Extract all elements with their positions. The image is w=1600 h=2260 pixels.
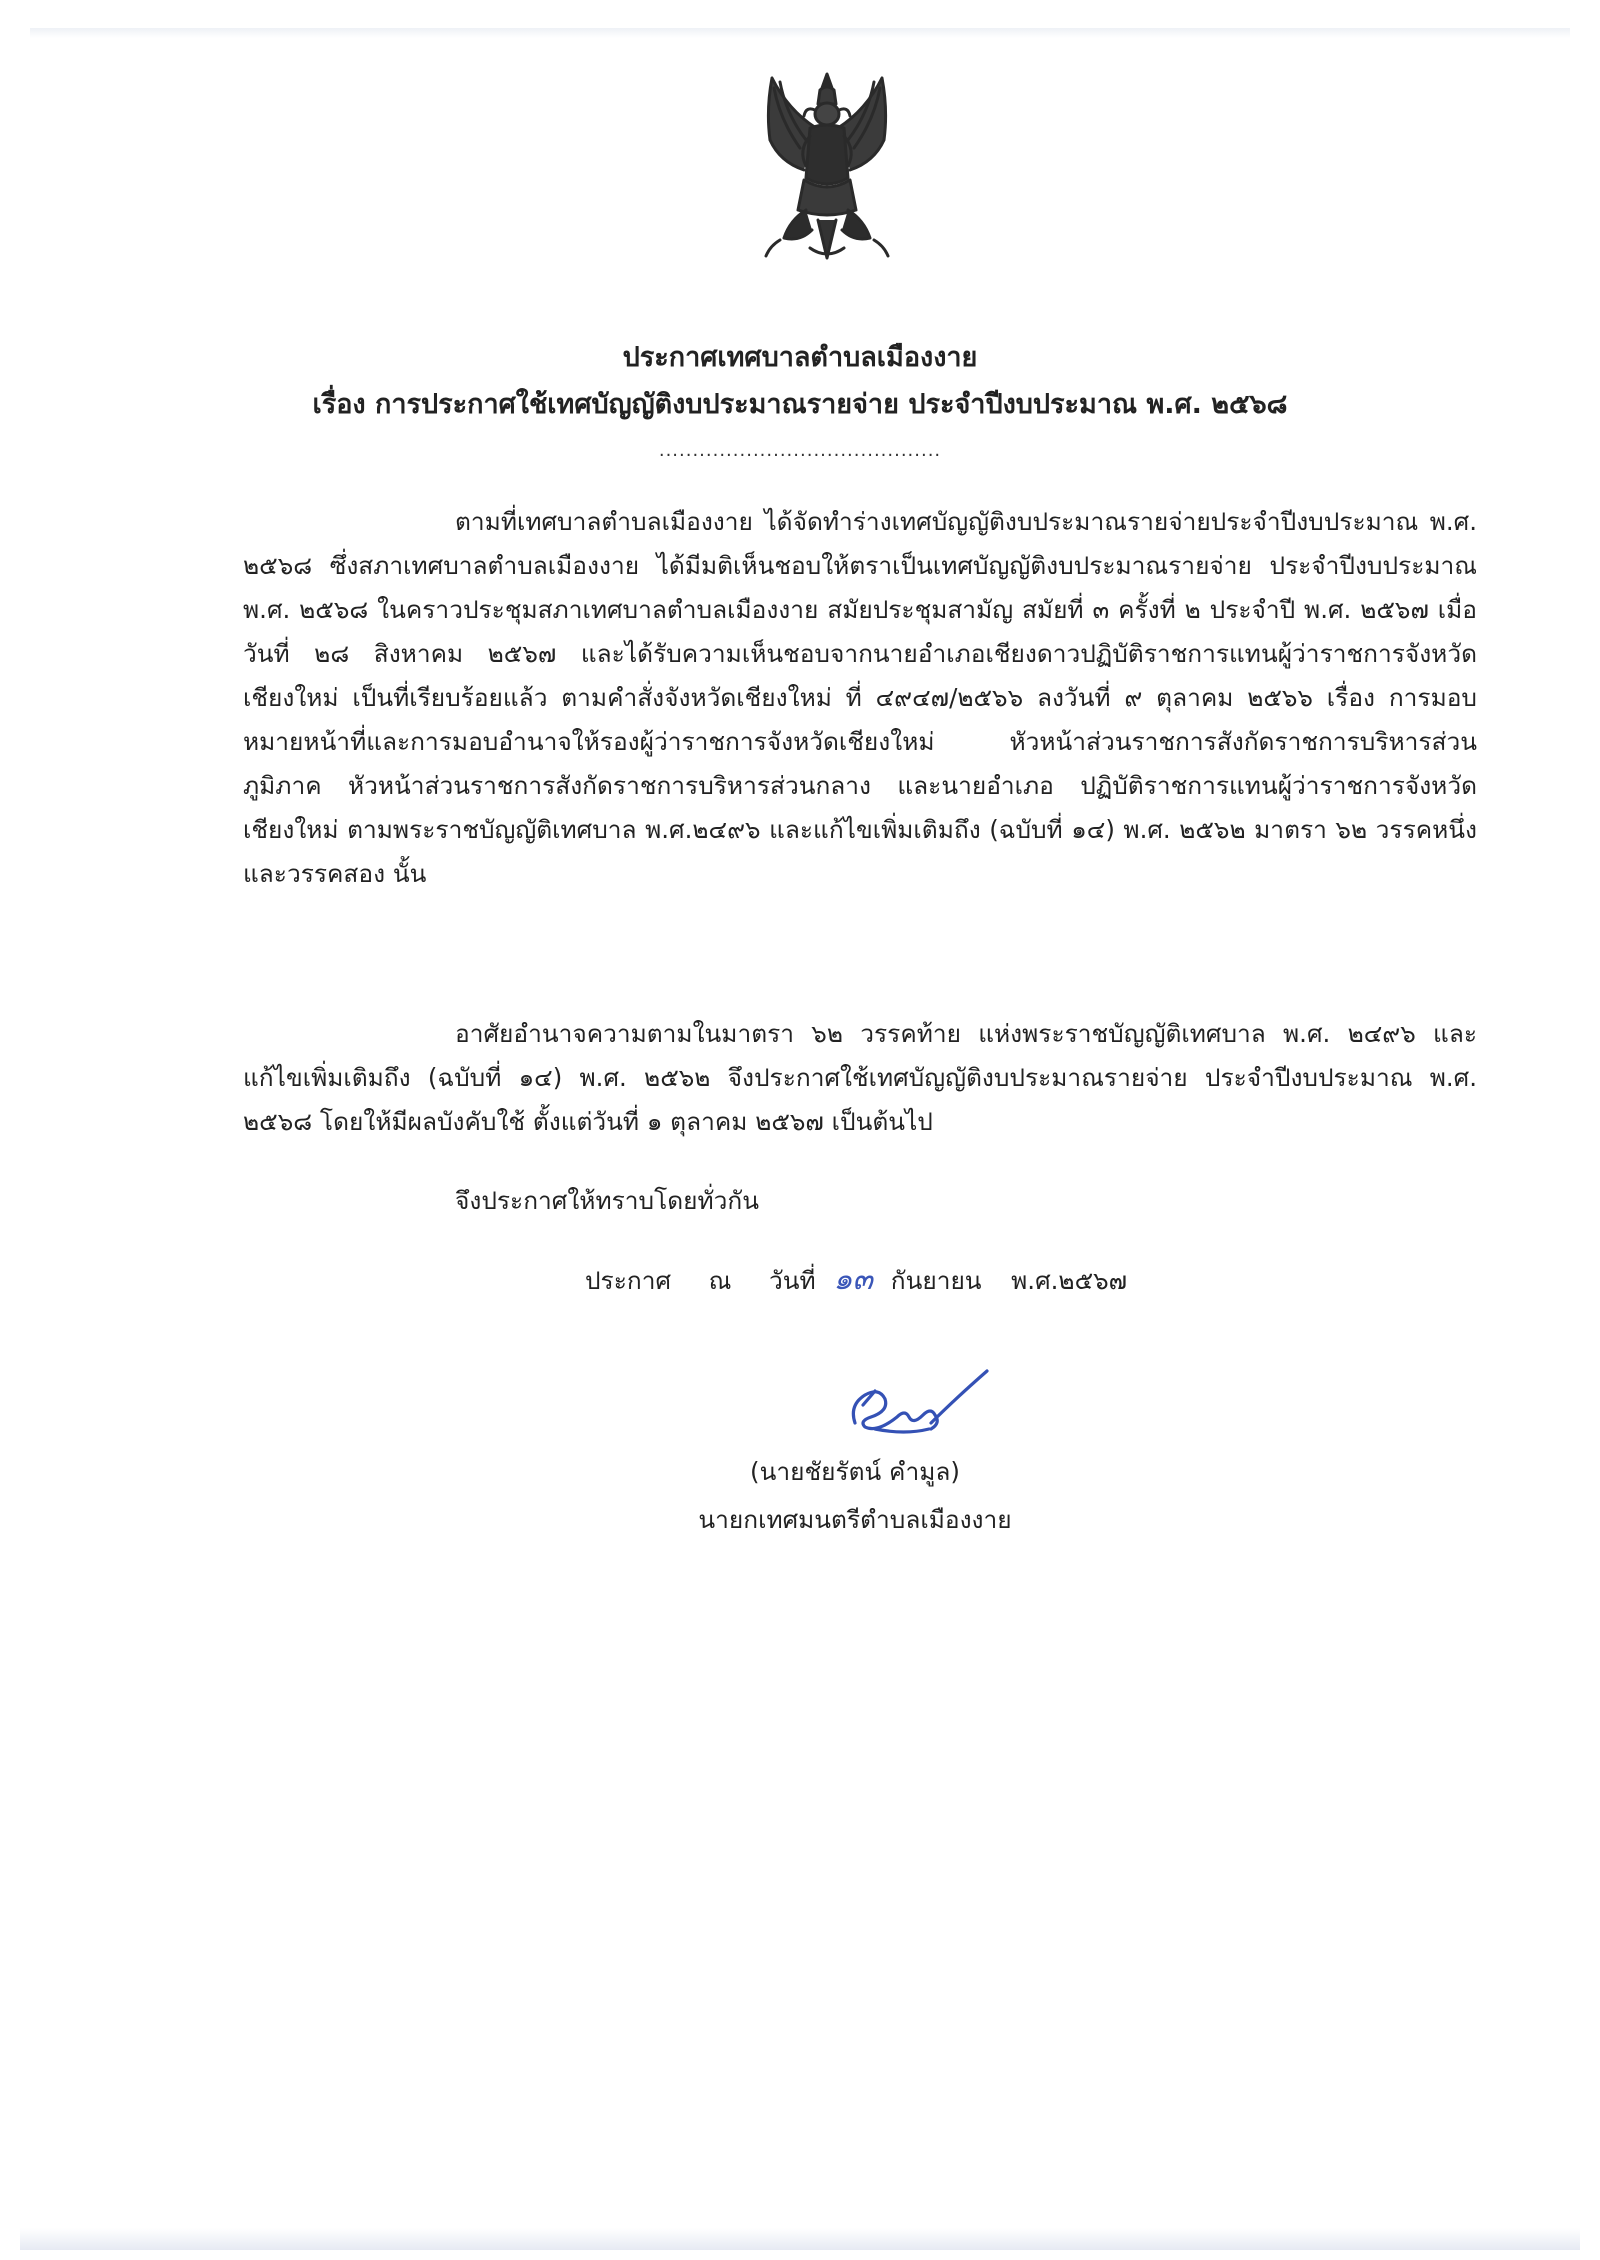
garuda-emblem-icon	[760, 70, 895, 265]
date-day-label: วันที่	[768, 1266, 816, 1295]
document-title: ประกาศเทศบาลตำบลเมืองงาย	[622, 342, 978, 373]
document-subject: เรื่อง การประกาศใช้เทศบัญญัติงบประมาณรายจ่าย ประจำปีงบประมาณ พ.ศ. ๒๕๖๘	[312, 389, 1288, 420]
date-year: พ.ศ.๒๕๖๗	[1011, 1266, 1128, 1295]
scan-edge-bottom	[20, 2228, 1580, 2250]
separator: ..........................................	[658, 440, 942, 461]
announcement-date	[585, 1256, 1127, 1303]
scan-edge-top	[30, 28, 1570, 38]
date-prefix: ประกาศ	[585, 1266, 672, 1295]
body-paragraph-2: อาศัยอำนาจความตามในมาตรา ๖๒ วรรคท้าย แห่งพระราชบัญญัติเทศบาล พ.ศ. ๒๔๙๖ และแก้ไขเพิ่มเติมถึง (ฉบับที่ ๑๔) พ.ศ. ๒๕๖๒ จึงประกาศใช้เทศบัญญัติงบประมาณรายจ่าย ประจำปีงบประมาณ พ.ศ. ๒๕๖๘ โดยให้มีผลบังคับใช้ ตั้งแต่วันที่ ๑ ตุลาคม ๒๕๖๗ เป็นต้นไป	[243, 1019, 1477, 1136]
date-at: ณ	[708, 1266, 732, 1295]
closing-statement: จึงประกาศให้ทราบโดยทั่วกัน	[455, 1186, 759, 1215]
date-day-handwritten: ๑๓	[833, 1262, 873, 1297]
date-month: กันยายน	[890, 1266, 982, 1295]
signature-mark-icon	[835, 1365, 995, 1445]
signer-name: (นายชัยรัตน์ คำมูล)	[750, 1457, 960, 1486]
signer-title: นายกเทศมนตรีตำบลเมืองงาย	[698, 1505, 1012, 1534]
body-paragraph-1: ตามที่เทศบาลตำบลเมืองงาย ได้จัดทำร่างเทศบัญญัติงบประมาณรายจ่ายประจำปีงบประมาณ พ.ศ. ๒๕๖๘ ซึ่งสภาเทศบาลตำบลเมืองงาย ได้มีมติเห็นชอบให้ตราเป็นเทศบัญญัติงบประมาณรายจ่าย ประจำปีงบประมาณ พ.ศ. ๒๕๖๘ ในคราวประชุมสภาเทศบาลตำบลเมืองงาย สมัยประชุมสามัญ สมัยที่ ๓ ครั้งที่ ๒ ประจำปี พ.ศ. ๒๕๖๗ เมื่อวันที่ ๒๘ สิงหาคม ๒๕๖๗ และได้รับความเห็นชอบจากนายอำเภอเชียงดาวปฏิบัติราชการแทนผู้ว่าราชการจังหวัดเชียงใหม่ เป็นที่เรียบร้อยแล้ว ตามคำสั่งจังหวัดเชียงใหม่ ที่ ๔๙๔๗/๒๕๖๖ ลงวันที่ ๙ ตุลาคม ๒๕๖๖ เรื่อง การมอบหมายหน้าที่และการมอบอำนาจให้รองผู้ว่าราชการจังหวัดเชียงใหม่ หัวหน้าส่วนราชการสังกัดราชการบริหารส่วนภูมิภาค หัวหน้าส่วนราชการสังกัดราชการบริหารส่วนกลาง และนายอำเภอ ปฏิบัติราชการแทนผู้ว่าราชการจังหวัดเชียงใหม่ ตามพระราชบัญญัติเทศบาล พ.ศ.๒๔๙๖ และแก้ไขเพิ่มเติมถึง (ฉบับที่ ๑๔) พ.ศ. ๒๕๖๒ มาตรา ๖๒ วรรคหนึ่ง และวรรคสอง นั้น	[243, 507, 1477, 888]
